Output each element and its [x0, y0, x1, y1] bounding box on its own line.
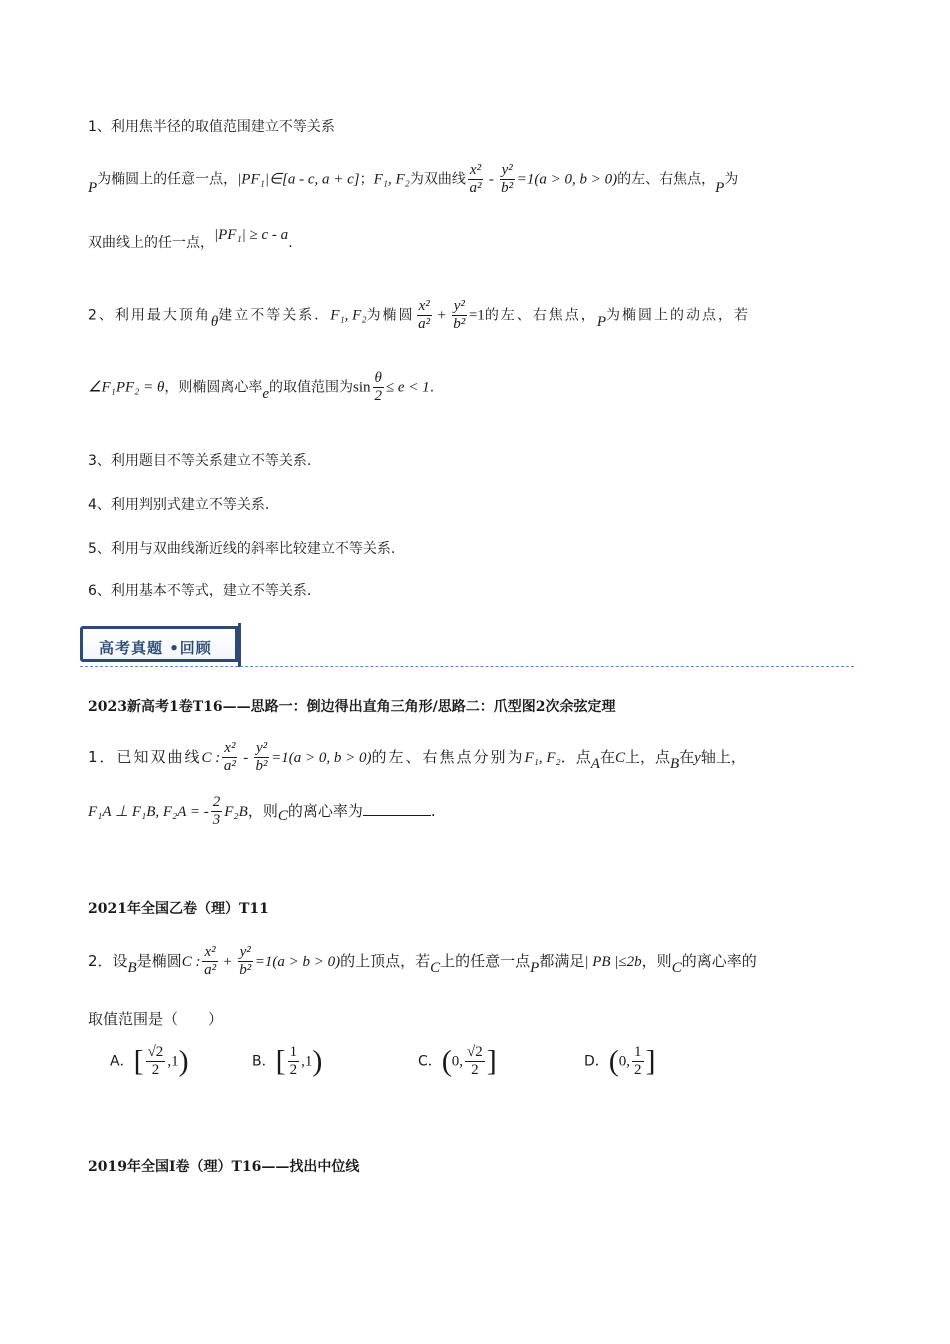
theta: θ — [210, 313, 219, 330]
text: 上，点 — [624, 748, 670, 766]
plus: + — [219, 954, 236, 970]
option-d[interactable] — [584, 1044, 656, 1079]
answer-blank[interactable] — [363, 801, 431, 816]
method-2 — [88, 298, 750, 333]
option-b[interactable] — [252, 1044, 322, 1079]
text: 建立不等关系． — [218, 307, 331, 324]
q3-source: 2019年全国Ⅰ卷（理）T16——找出中位线 — [88, 1159, 360, 1175]
fraction: $\frac{\text{y²}}{\text{b²}}$ — [255, 740, 268, 774]
curve-c: C : — [181, 954, 201, 970]
text: 2、利用最大顶角 — [88, 307, 211, 324]
fraction: $\frac{√2}{2}$ — [467, 1044, 483, 1078]
method-6: 6、利用基本不等式，建立不等关系. — [88, 583, 312, 599]
q2-line1 — [88, 944, 757, 979]
text: 双曲线上的任一点， — [88, 235, 214, 251]
angle: ∠F₁PF₂ = θ — [88, 379, 165, 396]
bracket-left: ( — [441, 1044, 452, 1078]
text: ； — [359, 171, 374, 188]
method-1-detail-line1 — [88, 162, 738, 197]
curve-c: C — [430, 960, 441, 976]
text: ．点 — [560, 748, 591, 766]
option-d-label: D． — [584, 1053, 609, 1070]
point-p: P — [596, 313, 606, 330]
option-c-left: 0, — [451, 1053, 464, 1070]
bracket-right: ] — [486, 1044, 497, 1078]
divider — [80, 666, 854, 667]
bracket-right: ) — [178, 1044, 189, 1078]
text: . — [430, 802, 436, 820]
option-b-label: B． — [252, 1053, 276, 1070]
fraction: $\frac{\text{x²}}{\text{a²}}$ — [418, 298, 431, 332]
minus: - — [239, 750, 252, 766]
section-heading-title: 高考真题 •回顾 — [99, 639, 212, 657]
method-3: 3、利用题目不等关系建立不等关系. — [88, 453, 312, 469]
bracket-left: [ — [275, 1044, 286, 1078]
text: . — [429, 379, 435, 396]
text: 的左、右焦点分别为 — [371, 748, 525, 766]
equals: =1 — [468, 307, 485, 324]
fraction: $\frac{\text{x²}}{\text{a²}}$ — [204, 944, 217, 978]
bracket-right: ) — [312, 1044, 323, 1078]
text: 是椭圆 — [136, 952, 182, 970]
bracket-right: ] — [645, 1044, 656, 1078]
text: ，则 — [247, 802, 278, 820]
range: ≤ e < 1 — [385, 379, 430, 396]
method-4: 4、利用判别式建立不等关系. — [88, 497, 270, 513]
section-heading — [80, 626, 238, 662]
text: 的左、右焦点， — [484, 307, 597, 324]
curve-c: C — [277, 808, 288, 824]
text: 在 — [599, 748, 615, 766]
text: 的取值范围为 — [269, 379, 354, 396]
text: 的离心率为 — [287, 802, 363, 820]
option-b-right: ,1 — [301, 1053, 313, 1070]
method-1-detail-line2 — [88, 227, 293, 252]
condition: =1(a > 0, b > 0) — [516, 171, 618, 188]
inequality: | PB |≤2b — [584, 954, 642, 970]
point-p: P — [530, 960, 540, 976]
option-a-right: ,1 — [167, 1053, 179, 1070]
condition: F₁A ⊥ F₁B, F₂A = - — [88, 804, 209, 820]
point-b: B — [669, 756, 680, 772]
eccentricity: e — [262, 385, 270, 402]
text: 为椭圆上的动点，若 — [605, 307, 750, 324]
option-d-left: 0, — [618, 1053, 631, 1070]
q2-line2: 取值范围是（ ） — [88, 1010, 224, 1028]
q1-source: 2023新高考1卷T16——思路一：倒边得出直角三角形/思路二：爪型图2次余弦定理 — [88, 699, 616, 715]
fraction: $\frac{\theta}{2}$ — [374, 370, 382, 404]
text: 为 — [724, 171, 739, 188]
text: . — [288, 235, 293, 251]
foci: F₁, F₂ — [373, 171, 410, 188]
option-a[interactable] — [110, 1044, 189, 1079]
plus: + — [433, 307, 450, 324]
fraction: $\frac{\text{x²}}{\text{a²}}$ — [223, 740, 236, 774]
text: ，则椭圆离心率 — [164, 379, 263, 396]
q2-source: 2021年全国乙卷（理）T11 — [88, 901, 269, 917]
fraction: $\frac{\text{x²}}{\text{a²}}$ — [469, 162, 482, 196]
text: 1．已知双曲线 — [88, 748, 202, 766]
text: 为双曲线 — [409, 171, 466, 188]
inequality: |PF₁| ≥ c - a — [214, 227, 289, 243]
method-5: 5、利用与双曲线渐近线的斜率比较建立不等关系. — [88, 541, 396, 557]
condition: =1(a > b > 0) — [254, 954, 341, 970]
text: 上的任意一点 — [440, 952, 531, 970]
minus: - — [485, 171, 498, 188]
sin: sin — [353, 379, 371, 396]
curve-c: C : — [201, 750, 221, 766]
q1-line2 — [88, 794, 436, 829]
foci: F₁, F₂ — [330, 307, 367, 324]
option-c-label: C． — [418, 1053, 442, 1070]
point-p: P — [88, 179, 98, 196]
text: 都满足 — [539, 952, 585, 970]
point-b: B — [127, 960, 137, 976]
fraction: $\frac{1}{2}$ — [289, 1044, 298, 1078]
text: 轴上， — [700, 748, 746, 766]
text: 的离心率的 — [681, 952, 757, 970]
text: 2．设 — [88, 952, 128, 970]
text: ，则 — [641, 952, 672, 970]
method-1: 1、利用焦半径的取值范围建立不等关系 — [88, 119, 335, 135]
text: 的左、右焦点， — [617, 171, 716, 188]
text: 的上顶点，若 — [340, 952, 431, 970]
bracket-left: ( — [608, 1044, 619, 1078]
text: 为椭圆上的任意一点， — [97, 171, 238, 188]
fraction: $\frac{\text{y²}}{\text{b²}}$ — [501, 162, 514, 196]
text: 为椭圆 — [366, 307, 415, 324]
point-a: A — [590, 756, 600, 772]
fraction: $\frac{2}{3}$ — [212, 794, 221, 828]
foci: F₁, F₂ — [524, 750, 561, 766]
fraction: $\frac{\text{y²}}{\text{b²}}$ — [239, 944, 252, 978]
vector: F₂B — [224, 804, 248, 820]
option-c[interactable] — [418, 1044, 497, 1079]
point-p: P — [715, 179, 725, 196]
method-2-line2 — [88, 370, 434, 405]
condition: =1(a > 0, b > 0) — [271, 750, 372, 766]
fraction: $\frac{\text{y²}}{\text{b²}}$ — [453, 298, 466, 332]
fraction: $\frac{√2}{2}$ — [147, 1044, 164, 1078]
q1-line1 — [88, 740, 746, 775]
fraction: $\frac{1}{2}$ — [634, 1044, 642, 1078]
option-a-label: A． — [110, 1053, 134, 1070]
curve-c: C — [614, 750, 625, 766]
focal-radius-range: |PF₁|∈[a - c, a + c] — [237, 171, 360, 188]
axis-y: y — [694, 750, 701, 766]
curve-c: C — [671, 960, 682, 976]
bracket-left: [ — [133, 1044, 144, 1078]
text: 在 — [679, 748, 695, 766]
